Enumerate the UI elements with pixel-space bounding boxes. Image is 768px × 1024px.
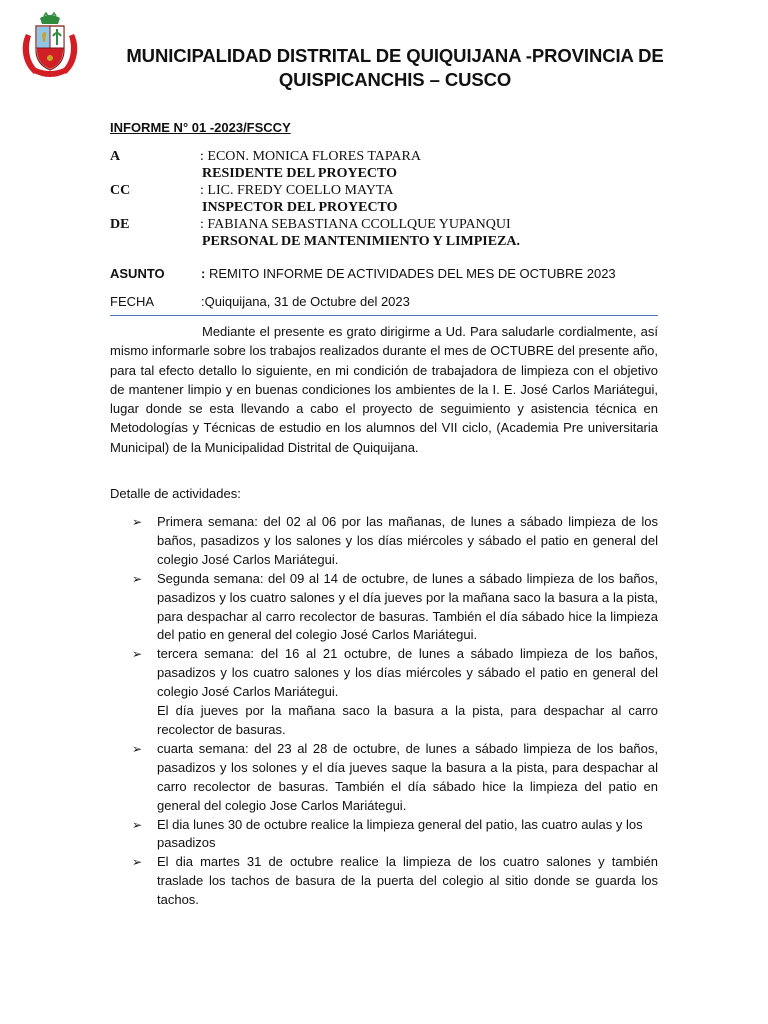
cc-name: : LIC. FREDY COELLO MAYTA: [200, 183, 394, 198]
asunto-value: [201, 265, 616, 282]
body-paragraph: Mediante el presente es grato dirigirme a Ud. Para saludarle cordialmente, así mismo informarle sobre los trabajos realizados durante el mes de OCTUBRE del presente año, para tal efecto detallo lo siguiente, en mi condición de trabajadora de limpieza con el objetivo de mantener limpio y en buenas condiciones los ambientes de la I. E. José Carlos Mariátegui, lugar donde se esta llevando a cabo el proyecto de seguimiento y asistencia técnica en Metodologías y Técnicas de estudio en los alumnos del VII ciclo, (Academia Pre universitaria Municipal) de la Municipalidad Distrital de Quiquijana.: [110, 324, 658, 455]
list-item: ➢ cuarta semana: del 23 al 28 de octubre, de lunes a sábado limpieza de los baños, pasadizos y los solones y el día jueves saque la basura a la pista, para despachar al carro recolector de basuras. También el día sábado hice la limpieza del patio en general del colegio Jose Carlos Mariátegui.: [132, 740, 658, 813]
asunto-text: REMITO INFORME DE ACTIVIDADES DEL MES DE OCTUBRE 2023: [205, 266, 616, 281]
asunto-label: ASUNTO: [110, 266, 165, 281]
cc-role: INSPECTOR DEL PROYECTO: [202, 200, 398, 215]
list-item: ➢ Primera semana: del 02 al 06 por las mañanas, de lunes a sábado limpieza de los baños, pasadizos y los salones y los días miércoles y sábado el patio en general del colegio José Carlos Mariátegui.: [132, 514, 658, 567]
arrow-bullet-icon: ➢: [132, 647, 143, 662]
activities-list: [130, 513, 658, 910]
page-title: [100, 44, 690, 92]
detalle-heading: Detalle de actividades:: [110, 486, 241, 501]
de-name: : FABIANA SEBASTIANA CCOLLQUE YUPANQUI: [200, 217, 511, 232]
title-line-1: MUNICIPALIDAD DISTRITAL DE QUIQUIJANA -PROVINCIA DE: [126, 45, 664, 66]
fecha-value: :Quiquijana, 31 de Octubre del 2023: [201, 294, 410, 309]
de-role: PERSONAL DE MANTENIMIENTO Y LIMPIEZA.: [202, 234, 521, 249]
arrow-bullet-icon: ➢: [132, 855, 143, 870]
header-divider: [110, 315, 658, 316]
arrow-bullet-icon: ➢: [132, 571, 143, 586]
list-item: ➢ tercera semana: del 16 al 21 octubre, de lunes a sábado limpieza de los baños, pasadizos y los cuatro salones y los días miércoles y sábado el patio en general del colegio José Carlos Mariátegui. El día jueves por la mañana saco la basura a la pista, para despachar al carro recolector de basuras.: [132, 646, 658, 737]
list-item: ➢ El dia lunes 30 de octubre realice la limpieza general del patio, las cuatro aulas y los pasadizos: [132, 816, 643, 851]
informe-number: INFORME N° 01 -2023/FSCCY: [110, 120, 291, 135]
asunto-colon: :: [201, 266, 206, 281]
arrow-bullet-icon: ➢: [132, 741, 143, 756]
activity-3-extra: El día jueves por la mañana saco la basura a la pista, para despachar al carro recolector de basuras.: [157, 703, 658, 737]
fecha-label: FECHA: [110, 294, 155, 309]
peru-coat-of-arms-icon: [18, 12, 82, 80]
a-role: RESIDENTE DEL PROYECTO: [202, 166, 398, 181]
arrow-bullet-icon: ➢: [132, 515, 143, 529]
title-line-2: QUISPICANCHIS – CUSCO: [278, 69, 512, 90]
a-name: : ECON. MONICA FLORES TAPARA: [200, 149, 421, 164]
arrow-bullet-icon: ➢: [132, 817, 143, 832]
de-label: DE: [110, 217, 130, 232]
list-item: ➢ El dia martes 31 de octubre realice la limpieza de los cuatro salones y también traslade los tachos de basura de la puerta del colegio al sitio donde se guarda los tachos.: [132, 854, 658, 908]
a-label: A: [110, 149, 121, 164]
list-item: ➢ Segunda semana: del 09 al 14 de octubre, de lunes a sábado limpieza de los baños, pasadizos y los cuatro salones y el día jueves por la mañana saco la basura a la pista, para despachar al carro recolector de basuras. También el día sábado hice la limpieza del patio en general del colegio José Carlos Mariátegui.: [132, 570, 658, 643]
cc-label: CC: [110, 183, 131, 198]
